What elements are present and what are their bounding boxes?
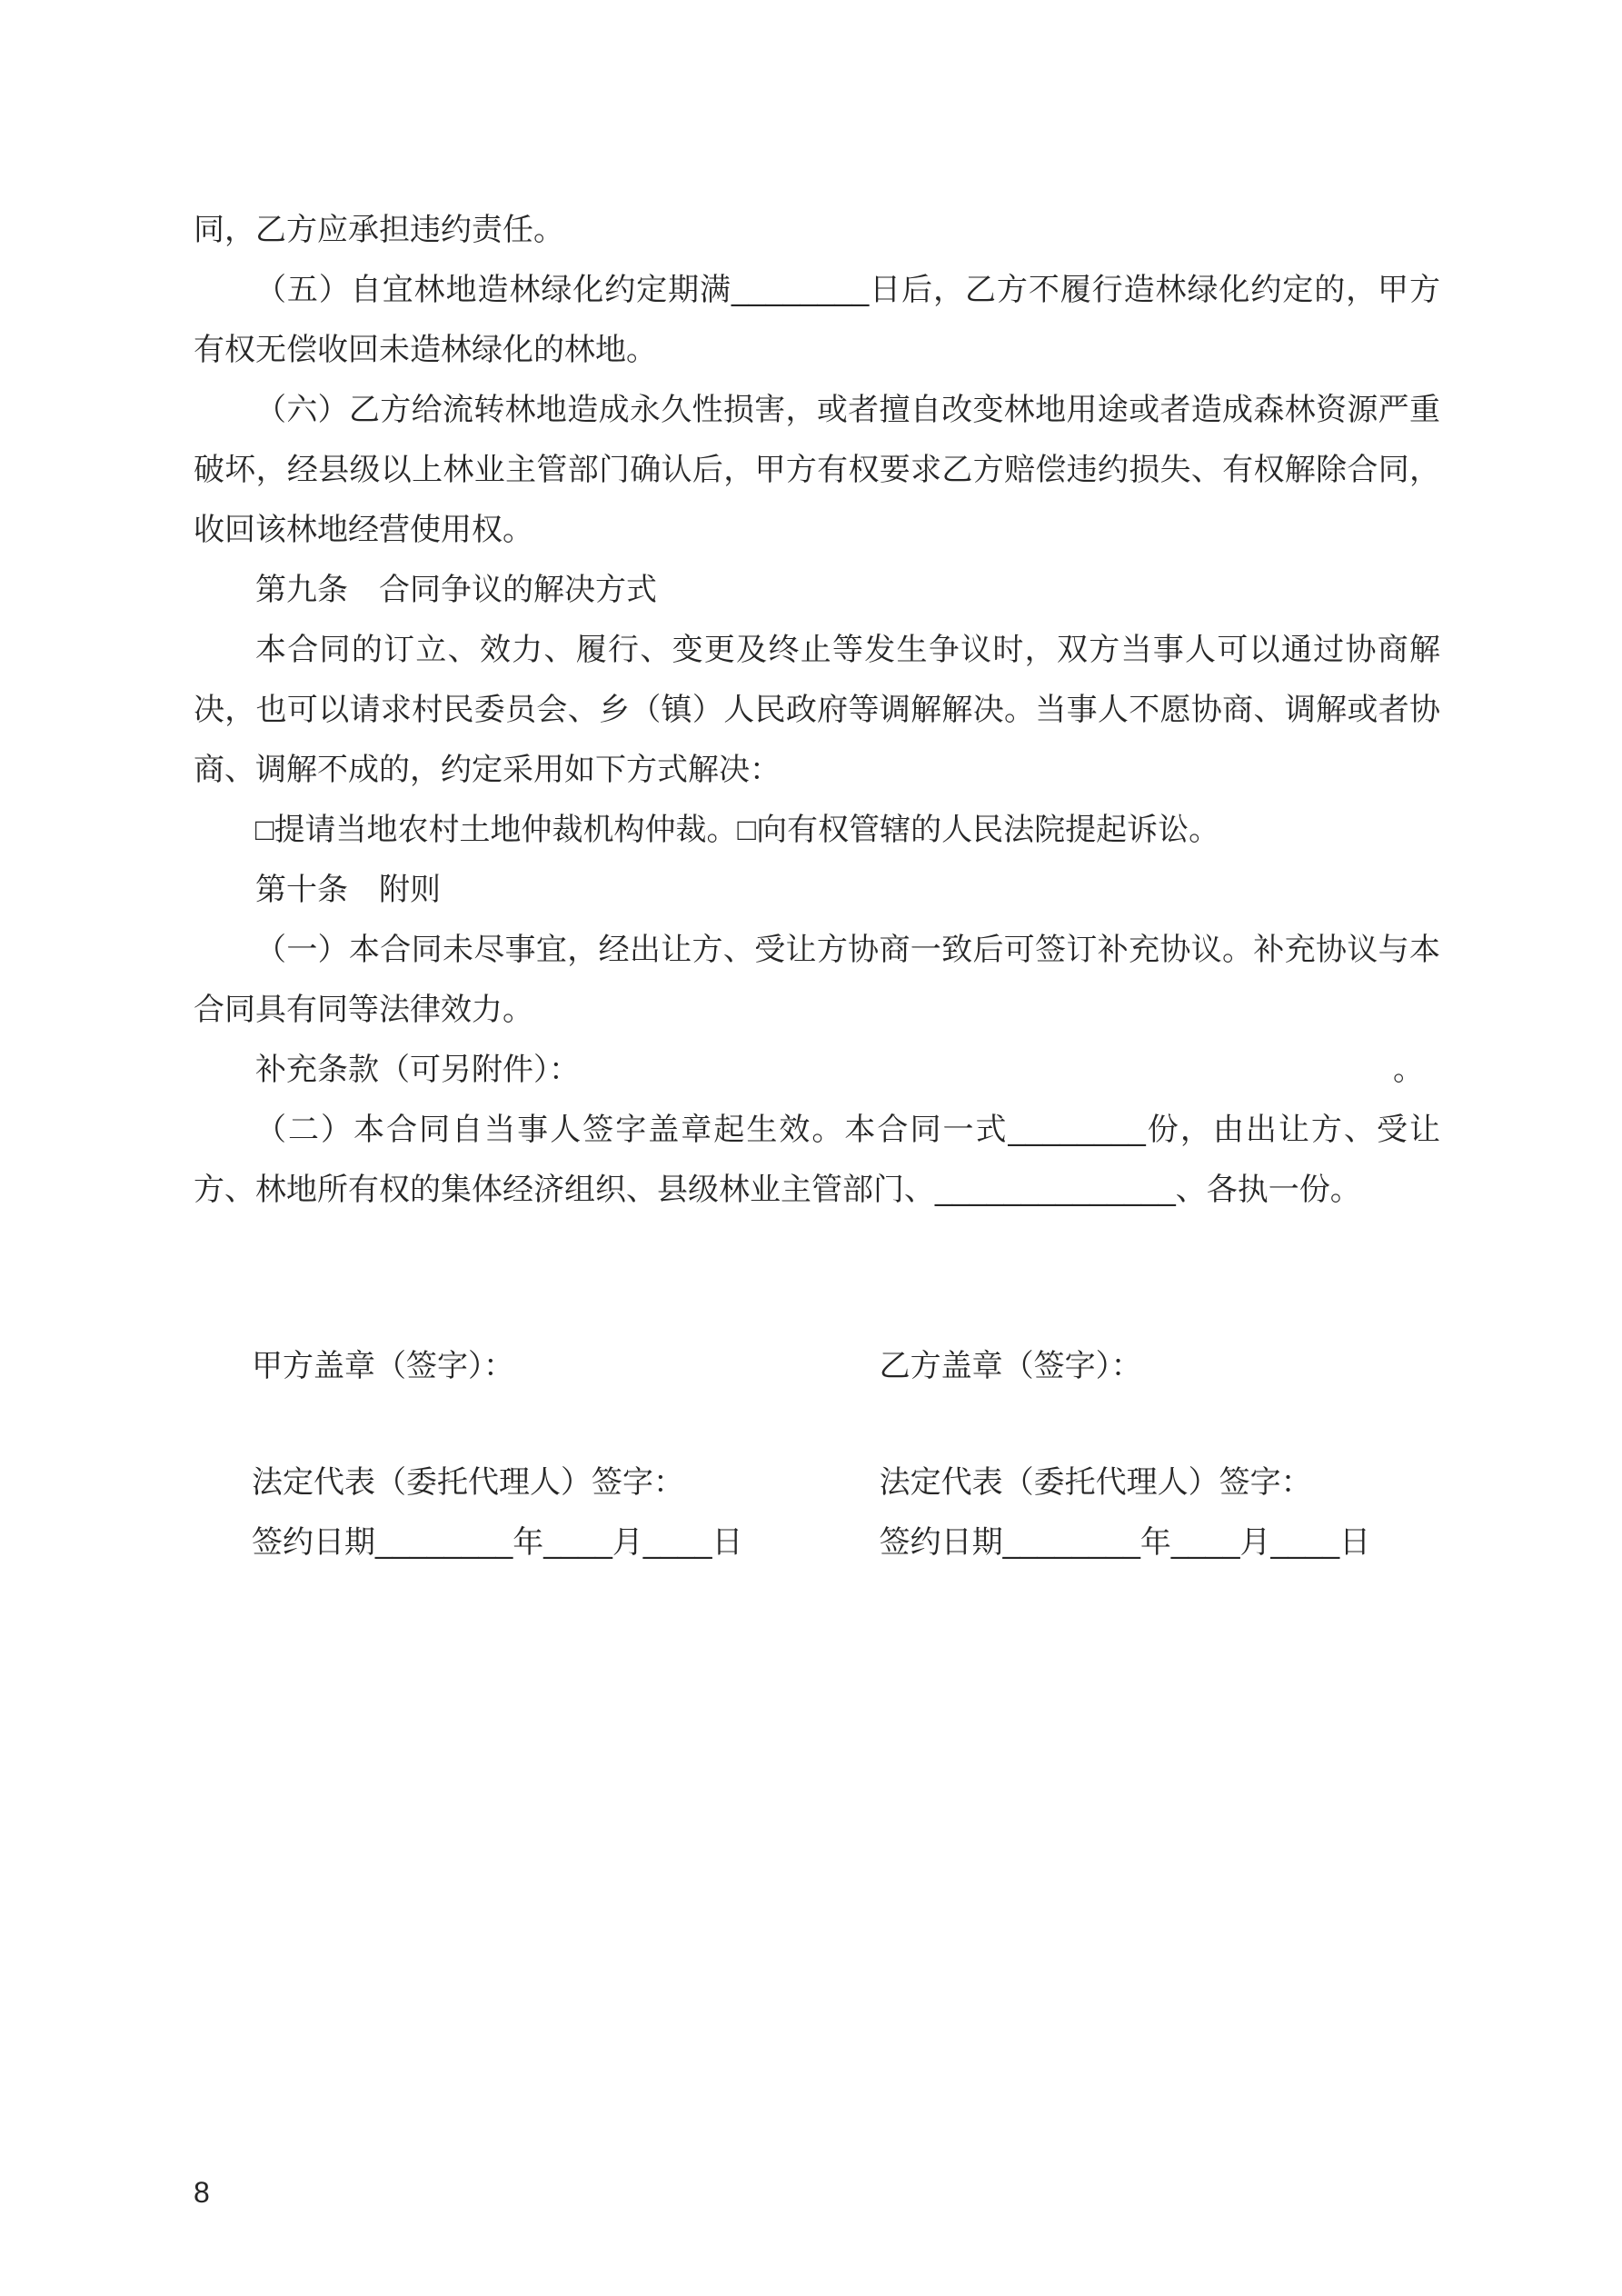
signature-block bbox=[194, 1336, 1440, 1572]
signing-date-row bbox=[194, 1512, 1440, 1572]
party-a-signing-date: 签约日期________年____月____日 bbox=[252, 1525, 743, 1560]
supplement-clause-line bbox=[194, 1040, 1440, 1100]
article-9-body: 本合同的订立、效力、履行、变更及终止等发生争议时，双方当事人可以通过协商解决，也可以请求村民委员会、乡（镇）人民政府等调解解决。当事人不愿协商、调解或者协商、调解不成的，约定采用如下方式解决： bbox=[194, 633, 1440, 787]
contract-body bbox=[194, 200, 1440, 1220]
article-10-heading: 第十条 附则 bbox=[255, 873, 441, 907]
article-9-heading: 第九条 合同争议的解决方式 bbox=[255, 573, 657, 607]
party-a-seal-label: 甲方盖章（签字）： bbox=[252, 1349, 514, 1383]
clause-5-paragraph: （五）自宜林地造林绿化约定期满________日后，乙方不履行造林绿化约定的，甲方有权无偿收回未造林绿化的林地。 bbox=[194, 273, 1440, 367]
supplement-clause-period: 。 bbox=[1393, 1053, 1424, 1087]
legal-representative-row bbox=[194, 1452, 1440, 1512]
seal-signature-row bbox=[194, 1336, 1440, 1396]
clause-10-2-paragraph: （二）本合同自当事人签字盖章起生效。本合同一式________份，由出让方、受让方、林地所有权的集体经济组织、县级林业主管部门、______________、各执一份。 bbox=[194, 1113, 1440, 1207]
party-b-seal-label: 乙方盖章（签字）： bbox=[879, 1349, 1142, 1383]
party-b-representative-label: 法定代表（委托代理人）签字： bbox=[879, 1465, 1312, 1500]
supplement-clause-label: 补充条款（可另附件）： bbox=[255, 1053, 580, 1087]
paragraph-continuation: 同，乙方应承担违约责任。 bbox=[194, 213, 564, 247]
clause-10-1-paragraph: （一）本合同未尽事宜，经出让方、受让方协商一致后可签订补充协议。补充协议与本合同具有同等法律效力。 bbox=[194, 933, 1440, 1027]
party-a-representative-label: 法定代表（委托代理人）签字： bbox=[252, 1465, 684, 1500]
party-b-signing-date: 签约日期________年____月____日 bbox=[879, 1525, 1371, 1560]
dispute-resolution-options: □提请当地农村土地仲裁机构仲裁。□向有权管辖的人民法院提起诉讼。 bbox=[255, 813, 1220, 847]
clause-6-paragraph: （六）乙方给流转林地造成永久性损害，或者擅自改变林地用途或者造成森林资源严重破坏，经县级以上林业主管部门确认后，甲方有权要求乙方赔偿违约损失、有权解除合同，收回该林地经营使用权。 bbox=[194, 393, 1440, 547]
page-number: 8 bbox=[194, 2176, 210, 2209]
